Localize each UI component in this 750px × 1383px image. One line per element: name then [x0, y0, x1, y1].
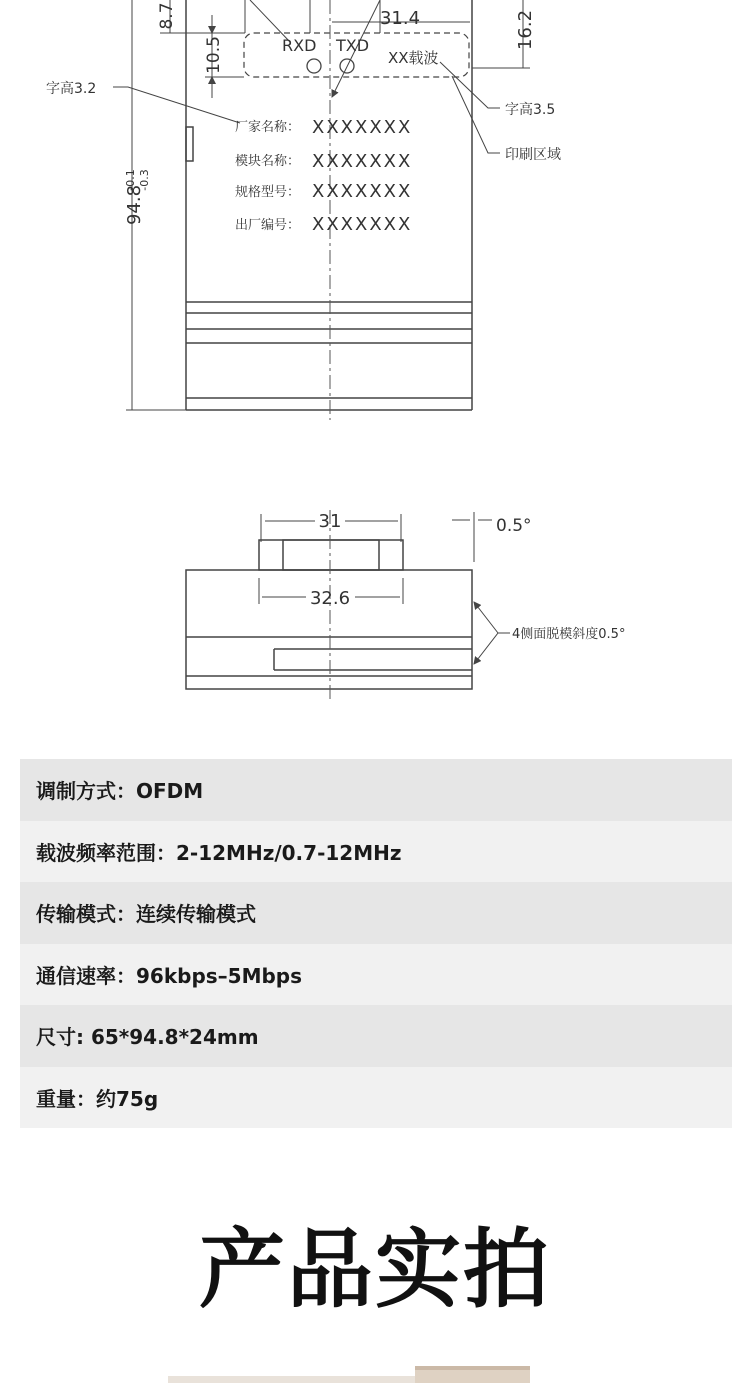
- dim-31-4: 31.4: [379, 8, 421, 29]
- dim-94-8-tol-top: -0.1: [124, 169, 137, 191]
- spec-row-data-rate: 通信速率：96kbps–5Mbps: [20, 944, 732, 1006]
- spec-row-dimensions: 尺寸: 65*94.8*24mm: [20, 1005, 732, 1067]
- section-title-product-photos: 产品实拍: [199, 1220, 551, 1320]
- spec-row-carrier-frequency: 载波频率范围：2-12MHz/0.7-12MHz: [20, 821, 732, 883]
- nameplate-key-1: 模块名称：: [235, 154, 301, 169]
- nameplate-value-2: XXXXXXX: [312, 181, 413, 202]
- nameplate-value-1: XXXXXXX: [312, 151, 413, 172]
- dim-8-7: 8.7: [157, 2, 177, 30]
- rxd-label: RXD: [282, 36, 317, 55]
- print-area-callout: 印刷区域: [505, 147, 561, 163]
- carrier-label: XX载波: [388, 49, 439, 67]
- dim-94-8-tol-bottom: -0.3: [138, 169, 151, 191]
- dim-94-8: 94.8: [124, 184, 145, 226]
- product-photo: [0, 1360, 750, 1383]
- nameplate-value-3: XXXXXXX: [312, 214, 413, 235]
- spec-row-weight: 重量：约75g: [20, 1067, 732, 1129]
- spec-table: [20, 759, 732, 1128]
- rxd-led-icon: [307, 59, 321, 73]
- draft-angle-callout: 4侧面脱模斜度0.5°: [512, 627, 626, 642]
- dim-16-2: 16.2: [515, 9, 536, 51]
- nameplate-text: [235, 117, 412, 235]
- txd-label: TXD: [336, 36, 370, 55]
- spec-row-transmission-mode: 传输模式：连续传输模式: [20, 882, 732, 944]
- nameplate-key-3: 出厂编号：: [235, 218, 301, 233]
- font-height-3-5-callout: 字高3.5: [505, 102, 556, 118]
- nameplate-key-0: 厂家名称：: [235, 120, 301, 135]
- font-height-3-2-callout: 字高3.2: [46, 81, 97, 97]
- dim-32-6: 32.6: [309, 588, 351, 609]
- dim-0-5-deg: 0.5°: [496, 516, 532, 536]
- nameplate-key-2: 规格型号：: [235, 185, 301, 200]
- spec-row-modulation: 调制方式：OFDM: [20, 759, 732, 821]
- dim-10-5: 10.5: [204, 36, 224, 74]
- dim-31: 31: [318, 511, 342, 532]
- side-view: [186, 540, 472, 689]
- nameplate-value-0: XXXXXXX: [312, 117, 413, 138]
